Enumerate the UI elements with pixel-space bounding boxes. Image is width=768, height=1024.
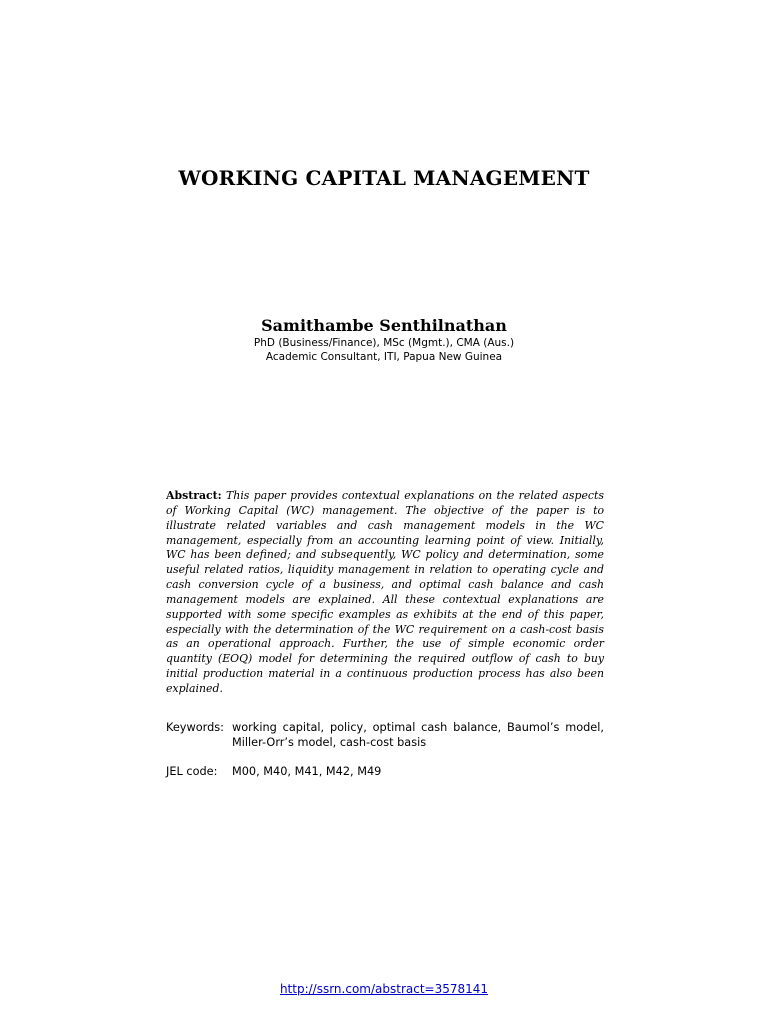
footer bbox=[0, 982, 768, 996]
keywords-row bbox=[166, 720, 604, 750]
author-affiliation: Academic Consultant, ITI, Papua New Guinea bbox=[265, 351, 503, 363]
abstract-label: Abstract: bbox=[166, 489, 222, 502]
author-name: Samithambe Senthilnathan bbox=[261, 316, 507, 335]
jel-value: M00, M40, M41, M42, M49 bbox=[232, 765, 382, 778]
jel-label: JEL code: bbox=[166, 765, 218, 778]
jel-row bbox=[166, 764, 604, 779]
author-block bbox=[0, 316, 768, 364]
author-credentials: PhD (Business/Finance), MSc (Mgmt.), CMA (Aus.) bbox=[253, 337, 515, 349]
keywords-label: Keywords: bbox=[166, 721, 224, 734]
paper-title: WORKING CAPITAL MANAGEMENT bbox=[178, 166, 590, 190]
ssrn-link[interactable]: http://ssrn.com/abstract=3578141 bbox=[279, 982, 489, 996]
keywords-value: working capital, policy, optimal cash balance, Baumol’s model, Miller-Orr’s model, cash-cost basis bbox=[232, 721, 604, 749]
abstract-text: This paper provides contextual explanations on the related aspects of Working Capital (WC) management. The objective of the paper is to illustrate related variables and cash management models in the WC management, especially from an accounting learning point of view. Initially, WC has been defined; and subsequently, WC policy and determination, some useful related ratios, liquidity management in relation to operating cycle and cash conversion cycle of a business, and optimal cash balance and cash management models are explained. All these contextual explanations are supported with some specific examples as exhibits at the end of this paper, especially with the determination of the WC requirement on a cash-cost basis as an operational approach. Further, the use of simple economic order quantity (EOQ) model for determining the required outflow of cash to buy initial production material in a continuous production process has also been explained. bbox=[166, 489, 604, 695]
abstract bbox=[166, 489, 604, 697]
